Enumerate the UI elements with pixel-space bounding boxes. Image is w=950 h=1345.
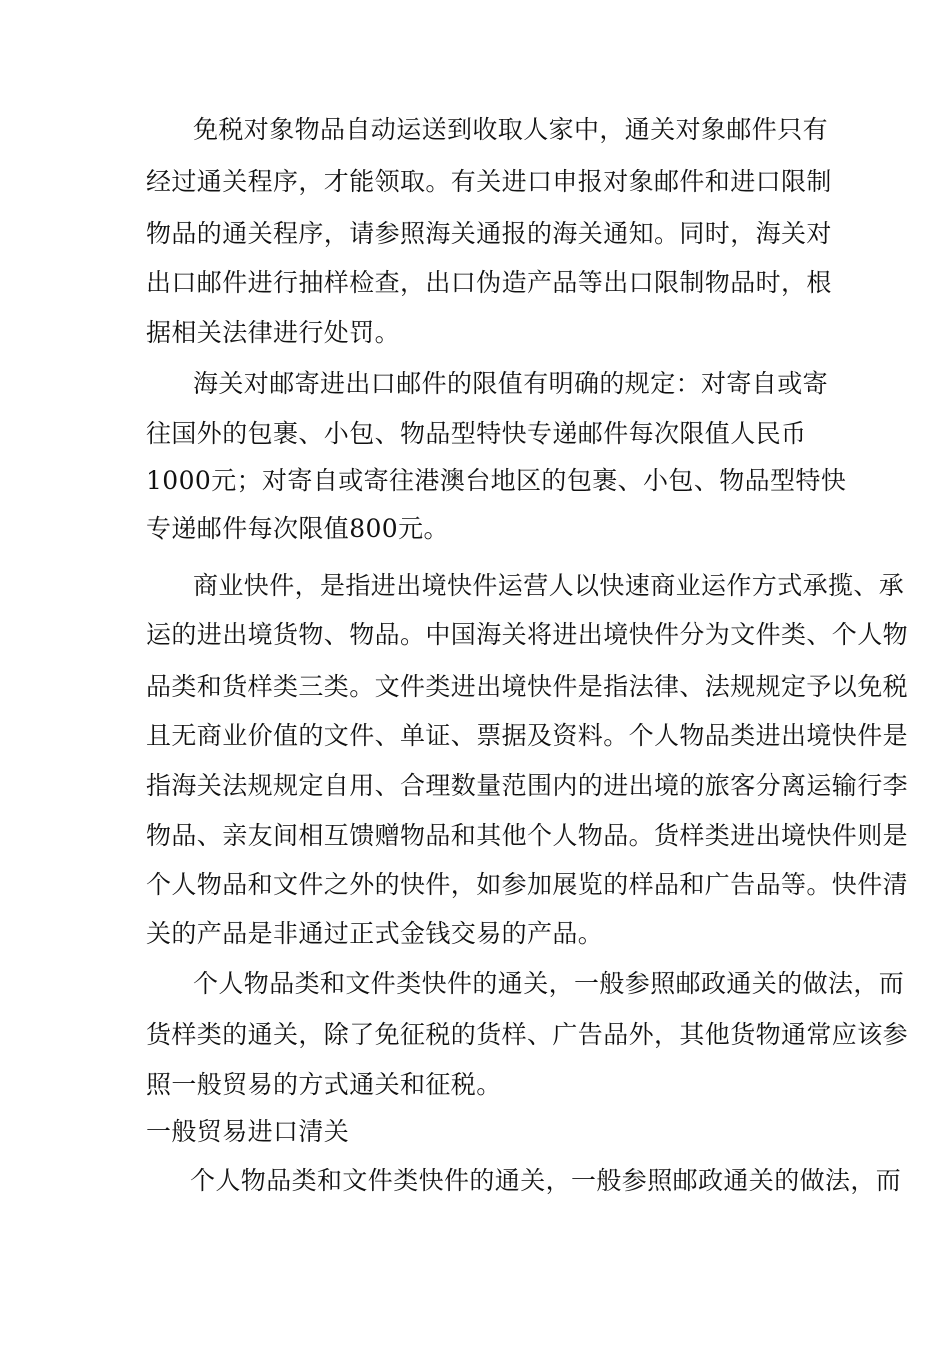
paragraph-4-line-3: 照一般贸易的方式通关和征税。 [146, 1070, 502, 1099]
paragraph-3-line-5: 指海关法规规定自用、合理数量范围内的进出境的旅客分离运输行李 [146, 771, 909, 800]
paragraph-2-line-3: 1000元；对寄自或寄往港澳台地区的包裹、小包、物品型特快 [146, 466, 847, 495]
paragraph-3-line-1: 商业快件，是指进出境快件运营人以快速商业运作方式承揽、承 [193, 571, 905, 600]
paragraph-4-line-2: 货样类的通关，除了免征税的货样、广告品外，其他货物通常应该参 [146, 1020, 909, 1049]
paragraph-1-line-2: 经过通关程序，才能领取。有关进口申报对象邮件和进口限制 [146, 167, 832, 196]
section-heading: 一般贸易进口清关 [146, 1117, 350, 1146]
paragraph-3-line-4: 且无商业价值的文件、单证、票据及资料。个人物品类进出境快件是 [146, 721, 909, 750]
paragraph-5-line-1: 个人物品类和文件类快件的通关，一般参照邮政通关的做法，而 [190, 1166, 902, 1195]
paragraph-2-line-1: 海关对邮寄进出口邮件的限值有明确的规定：对寄自或寄 [193, 369, 829, 398]
paragraph-3-line-3: 品类和货样类三类。文件类进出境快件是指法律、法规规定予以免税 [146, 672, 909, 701]
paragraph-3-line-8: 关的产品是非通过正式金钱交易的产品。 [146, 919, 604, 948]
paragraph-4-line-1: 个人物品类和文件类快件的通关，一般参照邮政通关的做法，而 [193, 969, 905, 998]
paragraph-2-line-2: 往国外的包裹、小包、物品型特快专递邮件每次限值人民币 [146, 419, 807, 448]
paragraph-3-line-7: 个人物品和文件之外的快件，如参加展览的样品和广告品等。快件清 [146, 870, 909, 899]
paragraph-2-line-4: 专递邮件每次限值800元。 [146, 514, 449, 543]
paragraph-1-line-4: 出口邮件进行抽样检查，出口伪造产品等出口限制物品时，根 [146, 268, 832, 297]
paragraph-3-line-6: 物品、亲友间相互馈赠物品和其他个人物品。货样类进出境快件则是 [146, 821, 909, 850]
paragraph-1-line-1: 免税对象物品自动运送到收取人家中，通关对象邮件只有 [193, 115, 829, 144]
paragraph-1-line-5: 据相关法律进行处罚。 [146, 318, 401, 347]
paragraph-1-line-3: 物品的通关程序，请参照海关通报的海关通知。同时，海关对 [146, 219, 832, 248]
paragraph-3-line-2: 运的进出境货物、物品。中国海关将进出境快件分为文件类、个人物 [146, 620, 909, 649]
